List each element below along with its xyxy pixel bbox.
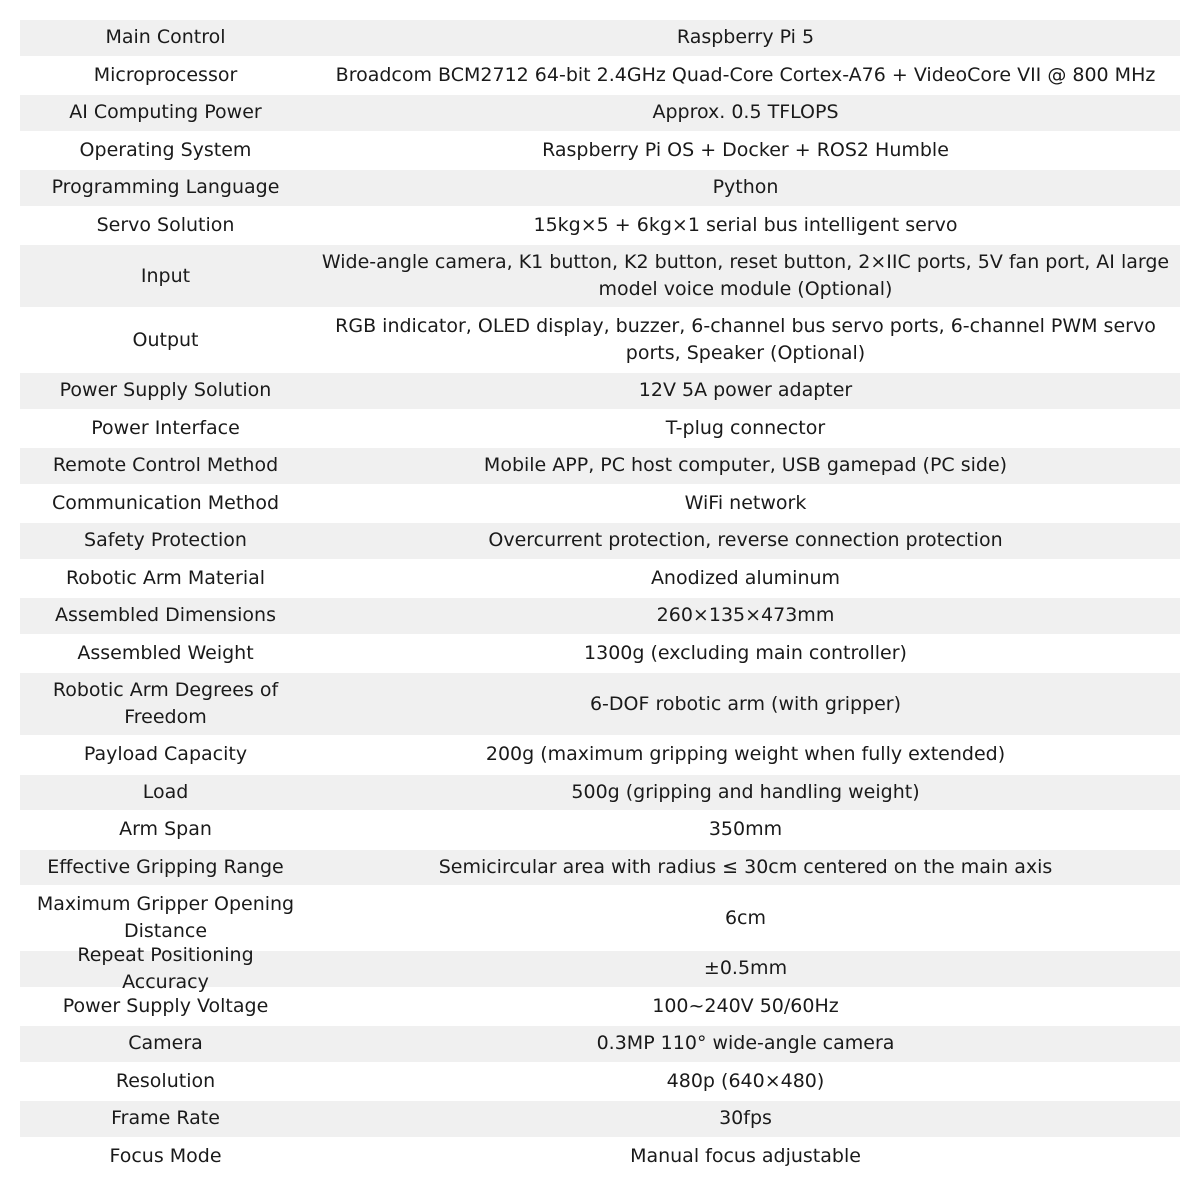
spec-value: T-plug connector xyxy=(665,416,826,439)
table-row xyxy=(20,775,1180,813)
spec-value: 480p (640×480) xyxy=(666,1069,825,1092)
table-row xyxy=(20,561,1180,599)
spec-label: Assembled Weight xyxy=(77,641,254,664)
spec-value: Mobile APP, PC host computer, USB gamepad (PC side) xyxy=(483,454,1008,477)
spec-label: Camera xyxy=(128,1032,203,1055)
table-row xyxy=(20,373,1180,411)
spec-label: Repeat Positioning Accuracy xyxy=(77,943,254,993)
table-row xyxy=(20,1139,1180,1177)
table-row xyxy=(20,208,1180,246)
spec-label: Output xyxy=(132,328,199,351)
table-row xyxy=(20,20,1180,58)
spec-value: Raspberry Pi 5 xyxy=(676,26,815,49)
spec-label: Input xyxy=(140,264,191,287)
spec-label: Operating System xyxy=(79,138,252,161)
spec-table xyxy=(20,20,1180,1176)
table-row xyxy=(20,95,1180,133)
spec-value: 200g (maximum gripping weight when fully extended) xyxy=(485,743,1006,766)
spec-label: Safety Protection xyxy=(84,529,247,552)
spec-value: Overcurrent protection, reverse connection protection xyxy=(488,529,1003,552)
spec-label: Power Supply Voltage xyxy=(62,994,269,1017)
table-row xyxy=(20,58,1180,96)
spec-value: 12V 5A power adapter xyxy=(638,379,853,402)
spec-value: Manual focus adjustable xyxy=(630,1144,861,1167)
spec-value: RGB indicator, OLED display, buzzer, 6-channel bus servo ports, 6-channel PWM servo ports, Speaker (Optional) xyxy=(335,315,1156,364)
spec-value: Raspberry Pi OS + Docker + ROS2 Humble xyxy=(542,138,949,161)
spec-label: Assembled Dimensions xyxy=(54,604,276,627)
spec-label: Microprocessor xyxy=(93,63,238,86)
spec-label: Robotic Arm Degrees of Freedom xyxy=(52,679,279,728)
table-row xyxy=(20,309,1180,373)
spec-value: 15kg×5 + 6kg×1 serial bus intelligent servo xyxy=(533,213,958,236)
spec-label: Programming Language xyxy=(51,176,280,199)
table-row xyxy=(20,673,1180,737)
table-row xyxy=(20,411,1180,449)
table-row xyxy=(20,1064,1180,1102)
spec-label: Power Supply Solution xyxy=(59,379,272,402)
table-row xyxy=(20,133,1180,171)
table-row xyxy=(20,170,1180,208)
spec-value: WiFi network xyxy=(684,491,807,514)
spec-value: Semicircular area with radius ≤ 30cm centered on the main axis xyxy=(438,855,1053,878)
spec-value: 500g (gripping and handling weight) xyxy=(571,780,920,803)
spec-label: Power Interface xyxy=(91,416,240,439)
spec-value: Anodized aluminum xyxy=(650,566,841,589)
spec-value: Approx. 0.5 TFLOPS xyxy=(652,101,839,124)
table-row xyxy=(20,245,1180,309)
spec-value: Python xyxy=(712,176,779,199)
spec-label: Maximum Gripper Opening Distance xyxy=(36,893,295,942)
spec-label: Effective Gripping Range xyxy=(47,855,284,878)
table-row xyxy=(20,989,1180,1027)
spec-label: Main Control xyxy=(105,26,226,49)
spec-value: Wide-angle camera, K1 button, K2 button, reset button, 2×IIC ports, 5V fan port, AI large model voice module (Optional) xyxy=(321,251,1170,300)
spec-value: 6-DOF robotic arm (with gripper) xyxy=(589,692,902,715)
spec-label: Resolution xyxy=(115,1069,216,1092)
table-row xyxy=(20,737,1180,775)
table-row xyxy=(20,448,1180,486)
table-row xyxy=(20,1101,1180,1139)
table-row xyxy=(20,523,1180,561)
spec-value: Broadcom BCM2712 64-bit 2.4GHz Quad-Core Cortex-A76 + VideoCore VII @ 800 MHz xyxy=(335,63,1156,86)
spec-label: Arm Span xyxy=(119,818,212,841)
spec-value: 30fps xyxy=(719,1107,772,1130)
spec-label: Remote Control Method xyxy=(52,454,279,477)
spec-label: Servo Solution xyxy=(96,213,235,236)
spec-label: AI Computing Power xyxy=(69,101,262,124)
spec-label: Communication Method xyxy=(51,491,280,514)
spec-value: 100~240V 50/60Hz xyxy=(652,994,839,1017)
table-row xyxy=(20,943,1180,993)
spec-value: 6cm xyxy=(724,906,767,929)
spec-value: ±0.5mm xyxy=(703,957,788,980)
table-row xyxy=(20,636,1180,674)
spec-label: Payload Capacity xyxy=(83,743,248,766)
table-row xyxy=(20,598,1180,636)
spec-label: Frame Rate xyxy=(111,1107,220,1130)
table-row xyxy=(20,1026,1180,1064)
table-row xyxy=(20,812,1180,850)
spec-value: 0.3MP 110° wide-angle camera xyxy=(596,1032,895,1055)
spec-value: 260×135×473mm xyxy=(656,604,835,627)
spec-label: Focus Mode xyxy=(109,1144,222,1167)
table-row xyxy=(20,850,1180,888)
spec-value: 350mm xyxy=(708,818,783,841)
spec-value: 1300g (excluding main controller) xyxy=(584,641,907,664)
spec-label: Robotic Arm Material xyxy=(65,566,266,589)
table-row xyxy=(20,486,1180,524)
spec-label: Load xyxy=(142,780,189,803)
